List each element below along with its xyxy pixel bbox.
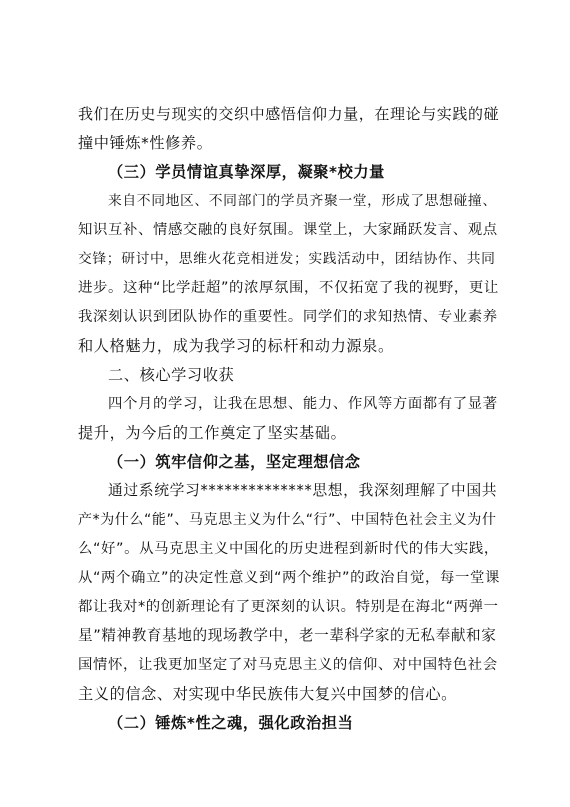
paragraph-line: 我们在历史与现实的交织中感悟信仰力量，在理论与实践的碰 [78, 105, 500, 123]
paragraph-line: 来自不同地区、不同部门的学员齐聚一堂，形成了思想碰撞、 [108, 193, 497, 209]
paragraph-line: 四个月的学习，让我在思想、能力、作风等方面都有了显著 [108, 396, 498, 412]
paragraph-line: 通过系统学习**************思想，我深刻理解了中国共 [108, 482, 498, 499]
paragraph-line: 从“两个确立”的决定性意义到“两个维护”的政治自觉，每一堂课 [78, 570, 500, 586]
paragraph-line: 进步。这种“比学赶超”的浓厚氛围，不仅拓宽了我的视野，更让 [78, 280, 499, 296]
section-heading: （二）锤炼*性之魂，强化政治担当 [108, 714, 354, 732]
paragraph-line: 知识互补、情感交融的良好氛围。课堂上，大家踊跃发言、观点 [78, 222, 498, 238]
paragraph-line: 交锋；研讨中，思维火花竞相迸发；实践活动中，团结协作、共同 [78, 251, 496, 267]
section-heading: （一）筑牢信仰之基，坚定理想信念 [108, 453, 361, 471]
paragraph-line: 么“好”。从马克思主义中国化的历史进程到新时代的伟大实践， [78, 541, 499, 557]
section-title: 二、核心学习收获 [108, 366, 235, 384]
paragraph-line: 产*为什么“能”、马克思主义为什么“行”、中国特色社会主义为什 [78, 512, 497, 528]
paragraph-line: 和人格魅力，成为我学习的标杆和动力源泉。 [78, 337, 394, 355]
paragraph-line: 提升，为今后的工作奠定了坚实基础。 [78, 424, 347, 442]
paragraph-line: 国情怀，让我更加坚定了对马克思主义的信仰、对中国特色社会 [78, 657, 498, 673]
paragraph-line: 撞中锤炼*性修养。 [78, 134, 213, 152]
paragraph-line: 我深刻认识到团队协作的重要性。同学们的求知热情、专业素养 [78, 309, 498, 325]
paragraph-line: 都让我对*的创新理论有了更深刻的认识。特别是在海北“两弹一 [78, 599, 499, 615]
paragraph-line: 星”精神教育基地的现场教学中，老一辈科学家的无私奉献和家 [78, 627, 497, 644]
paragraph-line: 主义的信念、对实现中华民族伟大复兴中国梦的信心。 [78, 685, 457, 703]
section-heading: （三）学员情谊真挚深厚，凝聚*校力量 [108, 163, 385, 181]
